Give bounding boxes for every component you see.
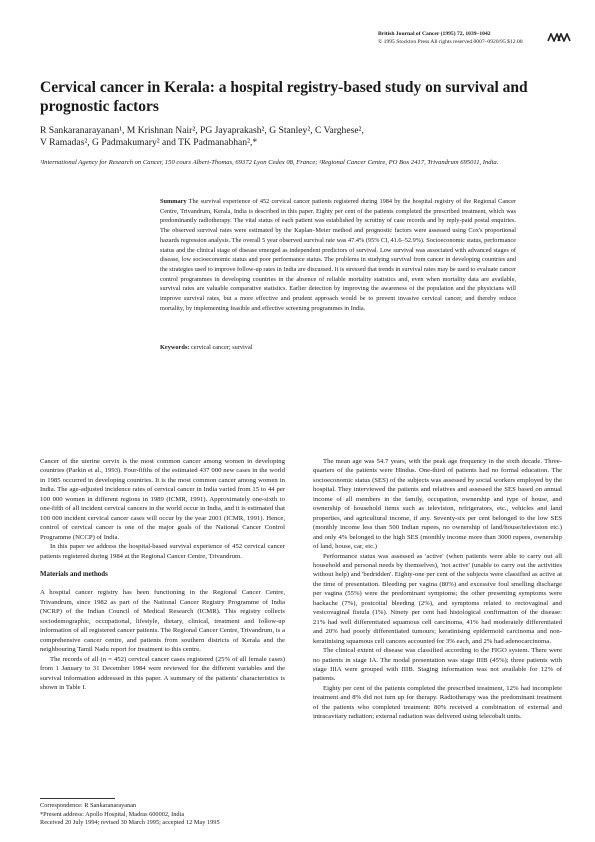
- abstract-text: The survival experience of 452 cervical cancer patients registered during 1984 by the hospital registry of the Regional Cancer Centre, Trivandrum, Kerala, India is described in this paper. Eighty per cent of the patients completed the prescribed treatment, which was predominantly radiotherapy. The vital status of each patient was established by scrutiny of case records and by reply-paid postal enquiries. The observed survival rates were estimated by the Kaplan–Meier method and prognostic factors were assessed using Cox's proportional hazards regression analysis. The overall 5 year observed survival rate was 47.4% (95% CI, 41.6–52.9%). Socioeconomic status, performance status and the clinical stage of disease emerged as independent predictors of survival. Low survival was associated with advanced stages of disease, low socioeconomic status and poor performance status. The problems in studying survival from cancer in developing countries and the strategies used to improve follow-up rates in India are discussed. It is stressed that trends in survival rates may be used to evaluate cancer control programmes in developing countries in the absence of reliable mortality statistics and, even when mortality data are available, survival rates are valuable comparative statistics. Earlier detection by improving the awareness of the population and the physicians will improve survival rates, but a more effective and prudent approach would be to prevent invasive cervical cancer, and thereby reduce mortality, by implementing feasible and effective screening programmes in India.: [160, 198, 516, 312]
- authors-line-2: V Ramadas², G Padmakumary² and TK Padmanabhan²,*: [40, 137, 258, 148]
- results-paragraph-4: Eighty per cent of the patients completed the prescribed treatment, 12% had incomplete treatment and 8% did not turn up for therapy. Radiotherapy was the predominant treatment of the patients who completed treatment: 80% received a combination of external and intracavitary radiation; external radiation was delivered using telecobalt units.: [313, 684, 562, 721]
- journal-header: [378, 30, 523, 46]
- intro-paragraph: Cancer of the uterine cervix is the most common cancer among women in developing countries (Parkin et al., 1993). Four-fifths of the estimated 437 000 new cases in the world in 1985 occurred in developing countries. It is the most common cancer among women in India. The age-adjusted incidence rates of cervical cancer in India varied from 15 to 44 per 100 000 women in different regions in 1989 (ICMR, 1991). Approximately one-sixth to one-fifth of all incident cervical cancers in the world occur in India, and it is estimated that 100 000 incident cervical cancer cases will occur by the year 2001 (ICMR, 1991). Hence, control of cervical cancer is one of the major goals of the National Cancer Control Programme (NCCP) of India.: [40, 458, 285, 541]
- article-title: Cervical cancer in Kerala: a hospital registry-based study on survival and prognostic factors: [40, 79, 528, 115]
- copyright-line: © 1995 Stockton Press All rights reserved 0007–0920/95 $12.00: [378, 39, 523, 45]
- intro-paragraph-2: In this paper we address the hospital-based survival experience of 452 cervical cancer patients registered during 1984 at the Regional Cancer Centre, Trivandrum.: [40, 543, 285, 560]
- results-paragraph-3: The clinical extent of disease was classified according to the FIGO system. There were no patients in stage IA. The modal presentation was stage IIIB (45%); three patients with stage IIIA were grouped with IIIB. Staging information was not available for 12% of patients.: [313, 647, 562, 683]
- received-dates: Received 20 July 1994; revised 30 March 1995; accepted 12 May 1995: [40, 819, 220, 827]
- abstract: [160, 197, 516, 313]
- footnote-divider: [40, 798, 115, 799]
- author-list: [40, 125, 560, 149]
- section-heading-methods: Materials and methods: [40, 570, 108, 578]
- abstract-label: Summary: [160, 198, 187, 205]
- present-address-note: *Present address: Apollo Hospital, Madras 600002, India: [40, 810, 185, 818]
- journal-citation: British Journal of Cancer (1995) 72, 1039–1042: [378, 31, 491, 37]
- footnotes: [40, 802, 285, 828]
- keywords-label: Keywords:: [160, 344, 190, 351]
- results-paragraph-2: Performance status was assessed as 'active' (when patients were able to carry out all household and personal needs by themselves), 'not active' (unable to carry out the activities without help) and 'bedridden'. Eighty-one per cent of the subjects were classified as active at the time of presentation. Bleeding per vagina (80%) and excessive foul smelling discharge per vagina (55%) were the predominant symptoms; the other presenting symptoms were backache (7%), postcoital bleeding (2%), and symptoms related to rectovaginal and vesicovaginal fistula (1%). Ninety per cent had histological confirmation of the disease: 21% had well differentiated squamous cell carcinoma, 41% had moderately differentiated and 20% had poorly differentiated tumours; keratinising epidermoid carcinoma and non-keratinising squamous cell cancers accounted for 3% each, and 2% had adenocarcinoma.: [313, 552, 562, 645]
- right-column: [313, 457, 562, 722]
- methods-paragraph-2: The records of all (n = 452) cervical cancer cases registered (25% of all female cases) from 1 January to 31 December 1984 were reviewed for the different variables and the survival information addressed in this paper. A summary of the patients' characteristics is shown in Table I.: [40, 655, 285, 691]
- keywords-text: cervical cancer; survival: [190, 344, 253, 351]
- keywords: [160, 344, 253, 351]
- correspondence-note: Correspondence: R Sankaranarayanan: [40, 802, 137, 809]
- publisher-logo-icon: [547, 33, 571, 42]
- left-column: [40, 457, 285, 692]
- authors-line-1: R Sankaranarayanan¹, M Krishnan Nair², PG Jayaprakash², G Stanley², C Varghese²,: [40, 125, 364, 136]
- affiliations: ¹International Agency for Research on Cancer, 150 cours Albert-Thomas, 69372 Lyon Cedex 08, France; ²Regional Cancer Centre, PO Box 2417, Trivandrum 695011, India.: [40, 159, 499, 166]
- methods-paragraph: A hospital cancer registry has been functioning in the Regional Cancer Centre, Trivandrum, since 1982 as part of the National Cancer Registry Programme of India (NCRP) of the Indian Council of Medical Research (ICMR). This registry collects sociodemographic, occupational, lifestyle, dietary, clinical, treatment and follow-up information of all registered cancer patients. The Regional Cancer Centre, Trivandrum, is a comprehensive cancer centre, and patients from southern districts of Kerala and the neighbouring Tamil Nadu report for treatment to this centre.: [40, 589, 285, 654]
- results-paragraph: The mean age was 54.7 years, with the peak age frequency in the sixth decade. Three-quarters of the patients were Hindus. One-third of patients had no formal education. The socioeconomic status (SES) of the subjects was assessed by social workers employed by the hospital. They interviewed the patients and relatives and assessed the SES based on annual income of all members in the family, occupation, ownership and type of house, and ownership of household items such as television, refrigerators, etc., vehicles and land properties, and agricultural income, if any. Seventy-six per cent belonged to the low SES (monthly income less than 500 Indian rupees, no ownership of land/house/television etc.) and only 4% belonged to the high SES (monthly income more than 3000 rupees, ownership of land, house, car, etc.): [313, 458, 562, 551]
